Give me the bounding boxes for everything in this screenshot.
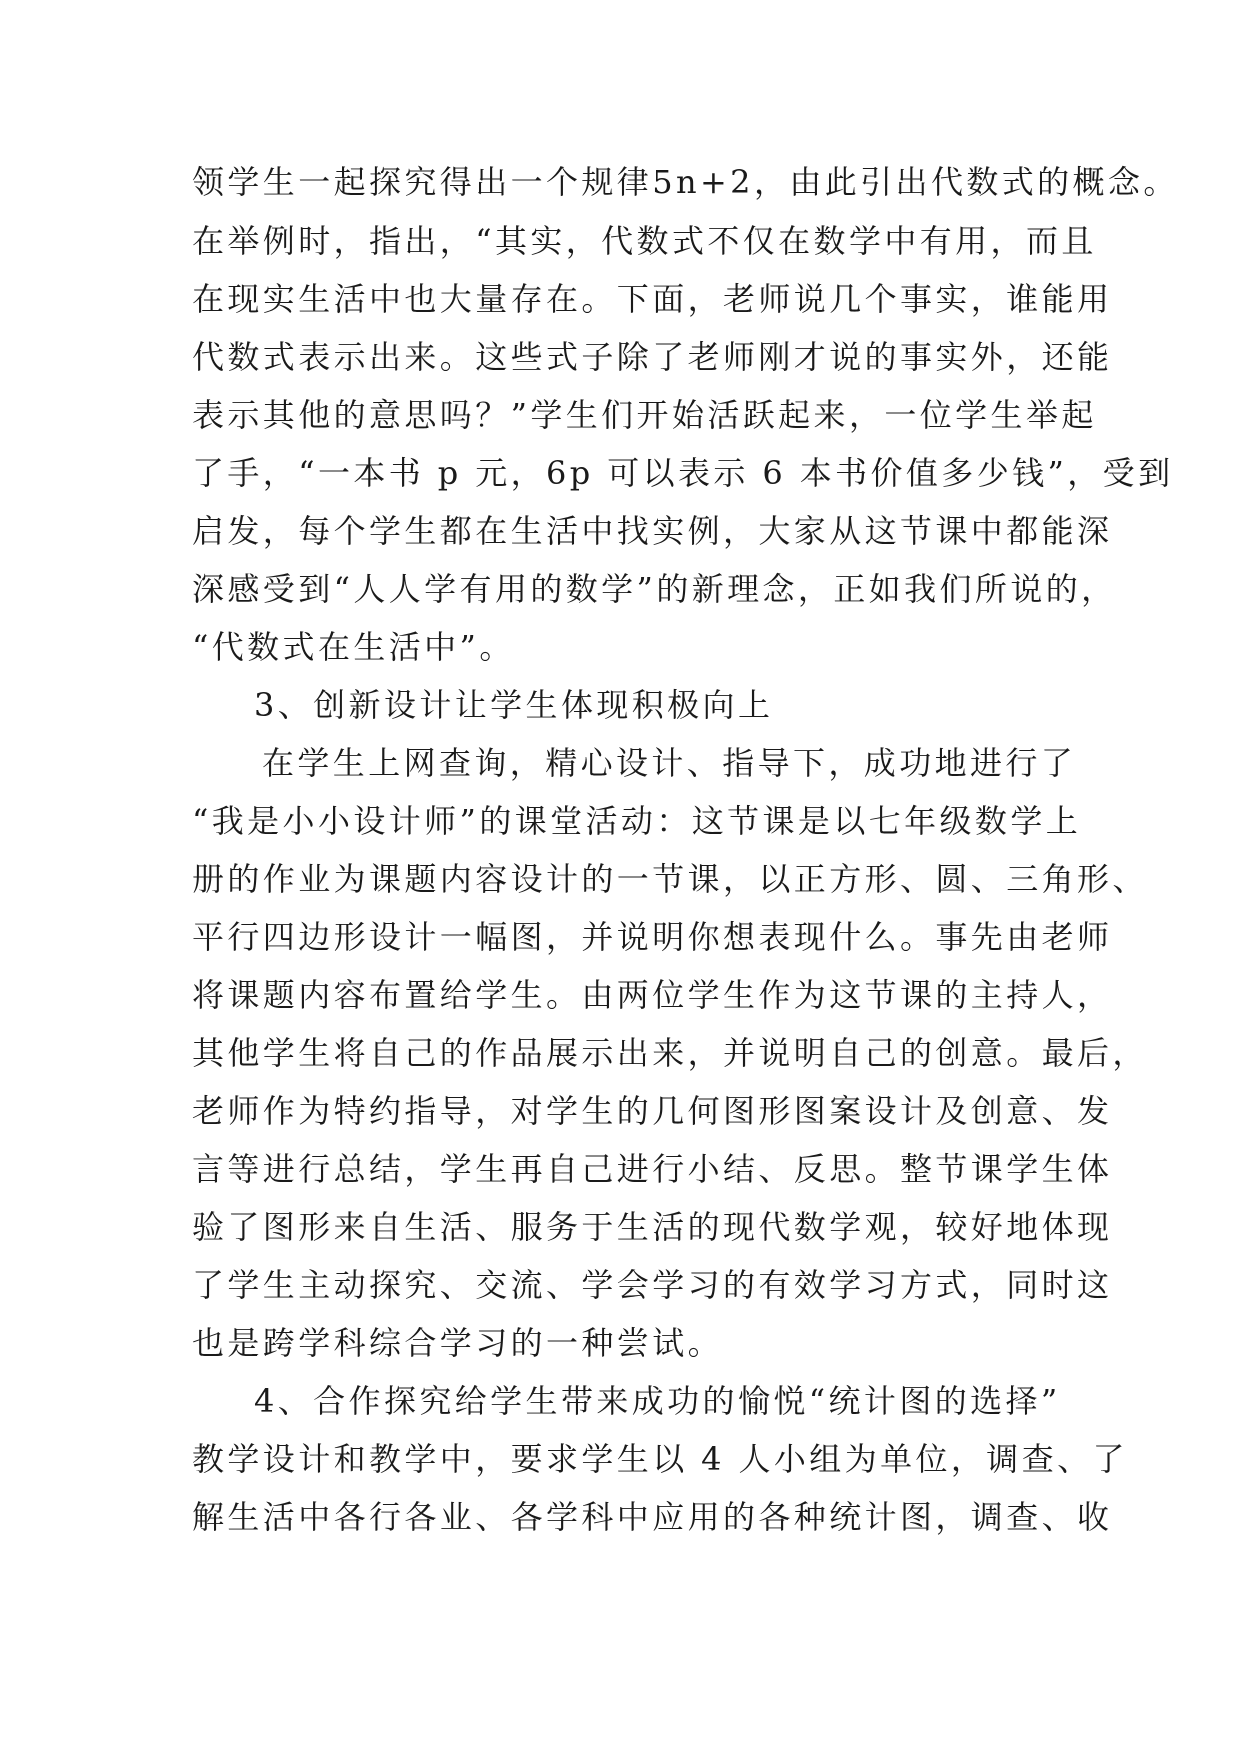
text-line: 也是跨学科综合学习的一种尝试。 (192, 1324, 724, 1362)
text-line: 解生活中各行各业、各学科中应用的各种统计图，调查、收 (192, 1498, 1113, 1536)
text-line: 教学设计和教学中，要求学生以 4 人小组为单位，调查、了 (192, 1440, 1128, 1478)
text-line: 将课题内容布置给学生。由两位学生作为这节课的主持人， (192, 976, 1113, 1014)
text-line: 验了图形来自生活、服务于生活的现代数学观，较好地体现 (192, 1208, 1113, 1246)
text-line: 启发，每个学生都在生活中找实例，大家从这节课中都能深 (192, 512, 1113, 550)
text-line: 了手，“一本书 p 元，6p 可以表示 6 本书价值多少钱”，受到 (192, 454, 1174, 492)
text-line: 平行四边形设计一幅图，并说明你想表现什么。事先由老师 (192, 918, 1113, 956)
text-line: 表示其他的意思吗？”学生们开始活跃起来，一位学生举起 (192, 396, 1097, 434)
text-line: 领学生一起探究得出一个规律5n+2，由此引出代数式的概念。 (192, 163, 1179, 201)
text-line: 了学生主动探究、交流、学会学习的有效学习方式，同时这 (192, 1266, 1113, 1304)
text-line: 深感受到“人人学有用的数学”的新理念，正如我们所说的， (192, 570, 1117, 608)
text-line: 在举例时，指出，“其实，代数式不仅在数学中有用，而且 (192, 222, 1097, 260)
text-line: 在现实生活中也大量存在。下面，老师说几个事实，谁能用 (192, 280, 1113, 318)
section-heading-3: 3、创新设计让学生体现积极向上 (254, 686, 774, 724)
text-line: 言等进行总结，学生再自己进行小结、反思。整节课学生体 (192, 1150, 1113, 1188)
text-line: “我是小小设计师”的课堂活动：这节课是以七年级数学上 (192, 802, 1082, 840)
text-line: “代数式在生活中”。 (192, 628, 515, 666)
text-line: 代数式表示出来。这些式子除了老师刚才说的事实外，还能 (192, 338, 1113, 376)
text-line: 在学生上网查询，精心设计、指导下，成功地进行了 (262, 744, 1077, 782)
section-heading-4: 4、合作探究给学生带来成功的愉悦“统计图的选择” (254, 1382, 1061, 1420)
text-line: 老师作为特约指导，对学生的几何图形图案设计及创意、发 (192, 1092, 1113, 1130)
text-line: 册的作业为课题内容设计的一节课，以正方形、圆、三角形、 (192, 860, 1148, 898)
text-line: 其他学生将自己的作品展示出来，并说明自己的创意。最后， (192, 1034, 1148, 1072)
